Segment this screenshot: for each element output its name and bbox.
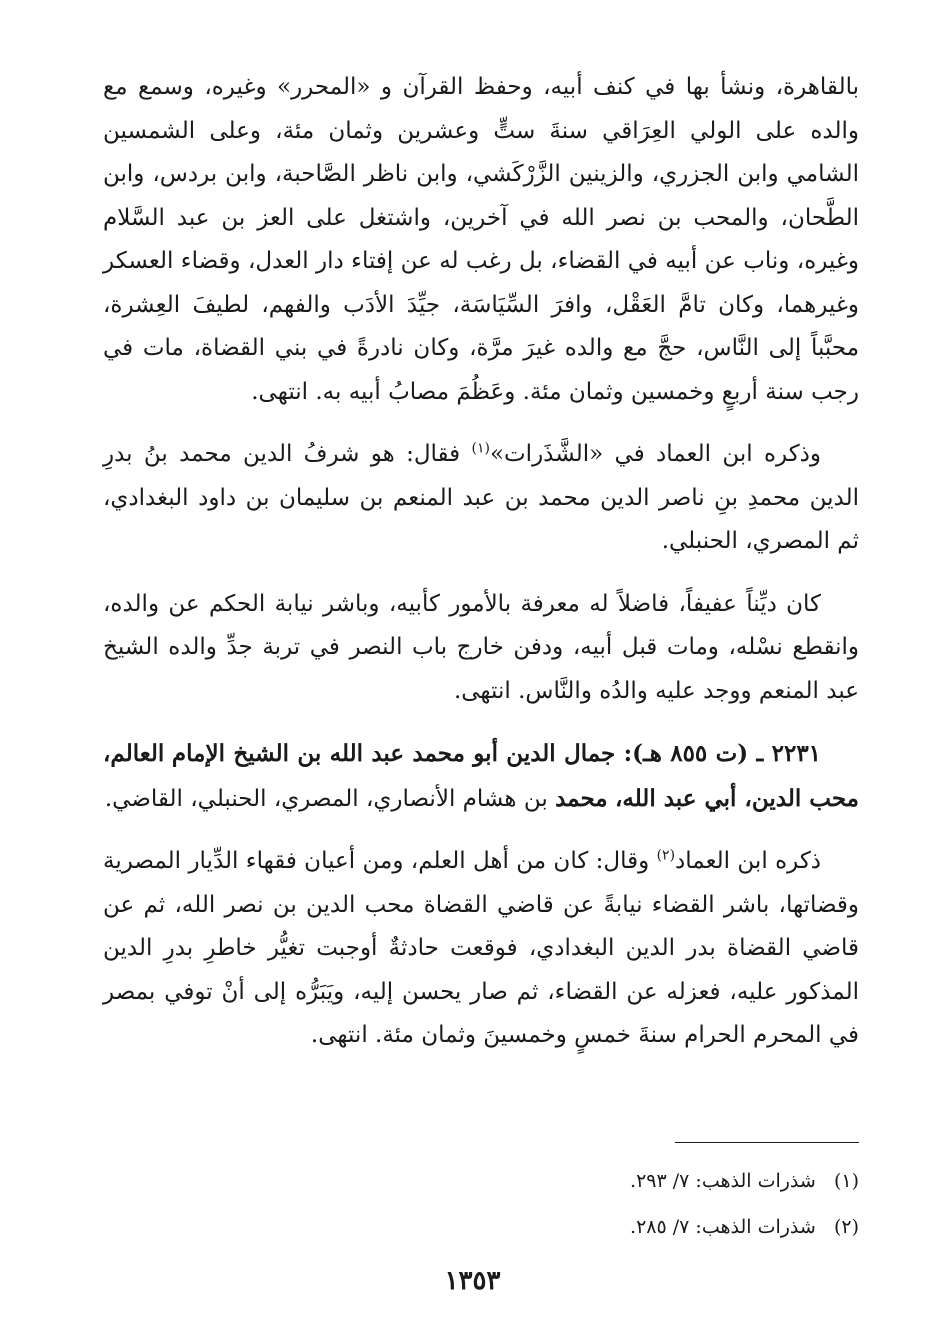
entry-name: محمد (555, 784, 608, 812)
entry-title-cont: العالم، محب الدين، أبي عبد الله، (103, 740, 859, 812)
text-line: العِشرة، محبَّباً إلى النَّاس، حجَّ مع والده غيرَ مرَّة، وكان نادرةً في بني القضاة، (103, 291, 860, 361)
text-line: نصر الله، ثم عن قاضي القضاة بدر الدين البغدادي، فوقعت حادثةٌ أوجبت تغيُّر (103, 891, 860, 961)
footnote-text: شذرات الذهب: ٧/ ٢٨٥. (630, 1216, 816, 1238)
text-segment: فقال: هو شرفُ الدين محمد بنُ (143, 441, 472, 467)
text-line: خاطرِ بدرِ الدين المذكور عليه، فعزله عن القضاء، ثم صار يحسن إليه، ويَبَرُّه (103, 935, 859, 1005)
footnote-1 (103, 1158, 859, 1204)
paragraph-ibn-al-imad-second (103, 840, 859, 1058)
text-segment: وذكره ابن العماد في «الشَّذَرات» (489, 441, 822, 467)
text-line: إلى أنْ توفي بمصر في المحرم الحرام سنةَ خمسٍ وخمسينَ وثمان مئة. انتهى. (103, 978, 859, 1048)
footnote-2 (103, 1204, 859, 1250)
footnote-number: (٢) (833, 1216, 859, 1238)
entry-heading-2231 (103, 732, 859, 821)
text-line: الشيخ عبد المنعم ووجد عليه والدُه والنَّاس. انتهى. (103, 634, 859, 704)
paragraph-biography-continuation (103, 66, 859, 414)
footnote-separator (675, 1142, 859, 1143)
text-line: كان ديِّناً عفيفاً، فاضلاً له معرفة بالأمور كأبيه، وباشر نيابة الحكم عن (168, 590, 822, 617)
text-line: المصرية وقضاتها، باشر القضاء نيابةً عن قاضي القضاة محب الدين بن (103, 848, 860, 918)
text-line: والده على الولي العِرَاقي سنةَ ستٍّ وعشرين وثمان مئة، وعلى الشمسين الشامي (103, 117, 860, 187)
footnote-marker-1[interactable]: (١) (471, 440, 490, 457)
footnote-number: (١) (833, 1170, 859, 1192)
text-line: وابن الجزري، والزينين الزَّرْكَشي، وابن ناظر الصَّاحبة، وابن بردس، وابن (103, 161, 779, 187)
text-line: الطَّحان، والمحب بن نصر الله في آخرين، واشتغل على العز بن عبد السَّلام (103, 204, 859, 231)
text-line: والده، وانقطع نسْله، ومات قبل أبيه، ودفن خارج باب النصر في تربة جدِّ والده (103, 590, 859, 660)
text-segment: ذكره ابن العماد (675, 848, 822, 874)
text-line: البغدادي، ثم المصري، الحنبلي. (103, 484, 859, 554)
text-line: مات في رجب سنة أربعٍ وخمسين وثمان مئة. وعَظُمَ مصابُ أبيه به. انتهى. (103, 335, 859, 405)
footnote-marker-2[interactable]: (٢) (656, 847, 676, 864)
footnotes (103, 1158, 859, 1250)
paragraph-ibn-al-imad-quote (103, 433, 859, 564)
text-line: وغيره، وناب عن أبيه في القضاء، بل رغب له عن إفتاء دار العدل، وقضاء (180, 248, 860, 274)
entry-title: ٢٢٣١ ـ (ت ٨٥٥ هـ): جمال الدين أبو محمد عبد الله بن الشيخ الإمام (171, 740, 822, 767)
text-segment: وقال: كان من أهل العلم، ومن أعيان فقهاء الدِّيار (188, 848, 657, 874)
entry-lineage-end: الحنبلي، القاضي. (104, 785, 267, 812)
page-number: ١٣٥٣ (444, 1266, 501, 1296)
text-line: بدرِ الدين محمدِ بنِ ناصر الدين محمد بن عبد المنعم بن سليمان بن داود (103, 441, 859, 511)
footnote-text: شذرات الذهب: ٧/ ٢٩٣. (630, 1170, 816, 1192)
paragraph-description (103, 583, 859, 714)
entry-lineage: بن هشام الأنصاري، المصري، (273, 785, 556, 812)
text-line: العسكر وغيرهما، وكان تامَّ العَقْل، وافرَ السِّيَاسَة، جيِّدَ الأدَب والفهم، لطيفَ (103, 248, 859, 318)
text-line: بالقاهرة، ونشأ بها في كنف أبيه، وحفظ القرآن و «المحرر» وغيره، وسمع مع (103, 74, 859, 100)
